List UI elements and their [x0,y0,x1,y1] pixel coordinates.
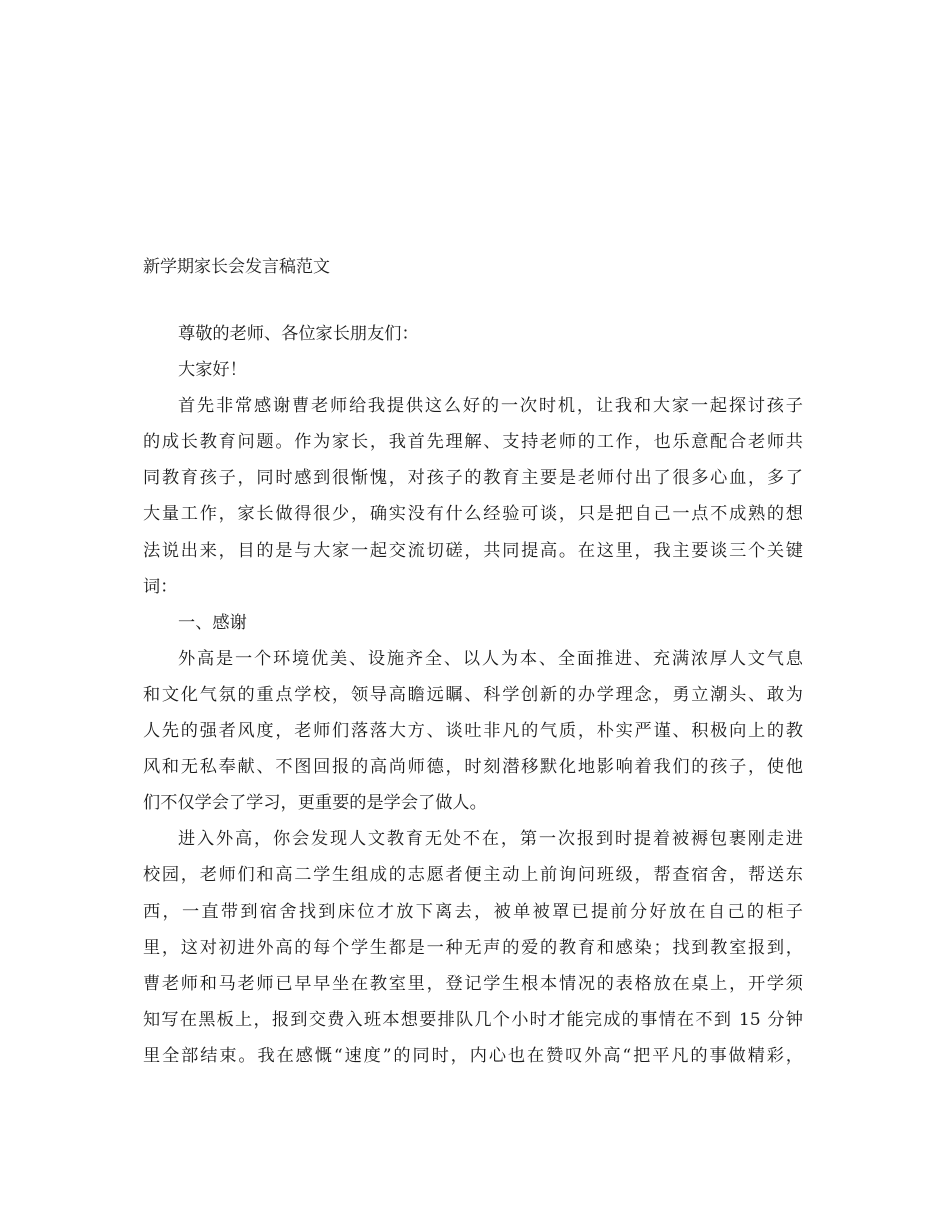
text-line: 曹老师和马老师已早早坐在教室里，登记学生根本情况的表格放在桌上，开学须 [143,973,803,994]
text-line: 同教育孩子，同时感到很惭愧，对孩子的教育主要是老师付出了很多心血，多了 [143,468,803,489]
text-line: 法说出来，目的是与大家一起交流切磋，共同提高。在这里，我主要谈三个关键 [143,540,803,561]
text-line: 西，一直带到宿舍找到床位才放下离去，被单被罩已提前分好放在自己的柜子 [143,901,803,922]
text-line: 大量工作，家长做得很少，确实没有什么经验可谈，只是把自己一点不成熟的想 [143,504,803,525]
text-line: 词： [143,576,178,597]
text-line: 里全部结束。我在感慨“速度”的同时，内心也在赞叹外高“把平凡的事做精彩， [143,1045,803,1066]
text-line: 首先非常感谢曹老师给我提供这么好的一次时机，让我和大家一起探讨孩子 [178,396,803,417]
text-line: 尊敬的老师、各位家长朋友们： [178,324,419,344]
text-line: 外高是一个环境优美、设施齐全、以人为本、全面推进、充满浓厚人文气息 [178,648,803,669]
document-body [143,316,803,1074]
text-line: 里，这对初进外高的每个学生都是一种无声的爱的教育和感染；找到教室报到， [143,937,803,958]
document-title: 新学期家长会发言稿范文 [143,257,330,277]
section-heading: 一、感谢 [178,612,247,633]
text-line: 们不仅学会了学习，更重要的是学会了做人。 [143,793,487,814]
text-line: 知写在黑板上，报到交费入班本想要排队几个小时才能完成的事情在不到 15 分钟 [143,1009,803,1030]
text-line: 的成长教育问题。作为家长，我首先理解、支持老师的工作，也乐意配合老师共 [143,432,803,453]
text-line: 和文化气氛的重点学校，领导高瞻远瞩、科学创新的办学理念，勇立潮头、敢为 [143,684,803,705]
text-line: 进入外高，你会发现人文教育无处不在，第一次报到时提着被褥包裹刚走进 [178,829,803,850]
text-line: 人先的强者风度，老师们落落大方、谈吐非凡的气质，朴实严谨、积极向上的教 [143,721,803,742]
text-line: 大家好！ [178,360,247,381]
text-line: 风和无私奉献、不图回报的高尚师德，时刻潜移默化地影响着我们的孩子，使他 [143,757,803,778]
text-line: 校园，老师们和高二学生组成的志愿者便主动上前询问班级，帮查宿舍，帮送东 [143,865,803,886]
